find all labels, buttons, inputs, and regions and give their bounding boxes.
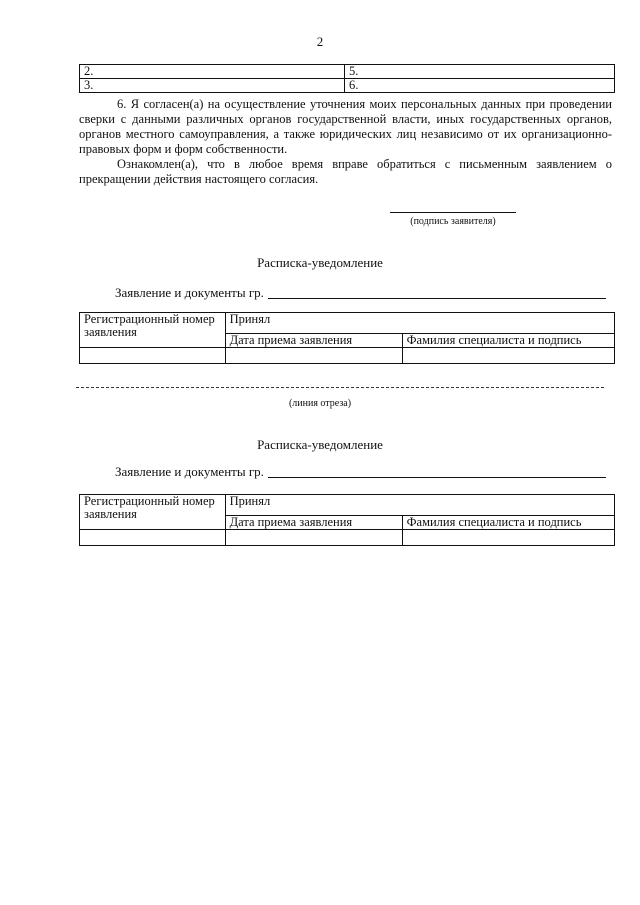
table-cell: 2. bbox=[80, 65, 345, 79]
table-cell bbox=[402, 348, 614, 364]
specialist-header: Фамилия специалиста и подпись bbox=[402, 516, 614, 530]
notice-paragraph: Ознакомлен(а), что в любое время вправе обратиться с письменным заявлением о прекращении действия настоящего согласия. bbox=[79, 157, 612, 186]
cut-line bbox=[76, 387, 604, 388]
date-header: Дата приема заявления bbox=[225, 516, 402, 530]
receipt-title: Расписка-уведомление bbox=[257, 437, 383, 452]
table-row bbox=[80, 495, 615, 516]
table-row bbox=[80, 79, 615, 93]
statement-label: Заявление и документы гр. bbox=[115, 464, 264, 479]
receipt-table bbox=[79, 494, 615, 546]
receipt-table bbox=[79, 312, 615, 364]
reg-number-header: Регистрационный номер заявления bbox=[80, 313, 226, 348]
accepted-header: Принял bbox=[225, 313, 614, 334]
table-row bbox=[80, 313, 615, 334]
table-row bbox=[80, 65, 615, 79]
statement-label: Заявление и документы гр. bbox=[115, 285, 264, 300]
signature-caption: (подпись заявителя) bbox=[410, 216, 496, 227]
table-row bbox=[80, 348, 615, 364]
table-cell bbox=[225, 348, 402, 364]
table-cell bbox=[80, 530, 226, 546]
table-cell bbox=[402, 530, 614, 546]
accepted-header: Принял bbox=[225, 495, 614, 516]
receipt-title: Расписка-уведомление bbox=[257, 255, 383, 270]
table-cell bbox=[80, 348, 226, 364]
signature-line bbox=[390, 212, 516, 213]
reg-number-header: Регистрационный номер заявления bbox=[80, 495, 226, 530]
cut-line-caption: (линия отреза) bbox=[288, 398, 352, 409]
table-cell: 3. bbox=[80, 79, 345, 93]
statement-fill-line bbox=[268, 463, 606, 478]
table-row bbox=[80, 530, 615, 546]
statement-fill-line bbox=[268, 284, 606, 299]
page-number: 2 bbox=[316, 34, 324, 49]
table-cell: 6. bbox=[345, 79, 615, 93]
consent-paragraph: 6. Я согласен(а) на осуществление уточнения моих персональных данных при проведении сверки с данными различных органов государственной власти, иных государственных органов, органов местного самоуправления, а также юридических лиц независимо от их организационно-правовых форм и форм собственности. bbox=[79, 97, 612, 156]
table-cell bbox=[225, 530, 402, 546]
date-header: Дата приема заявления bbox=[225, 334, 402, 348]
specialist-header: Фамилия специалиста и подпись bbox=[402, 334, 614, 348]
table-cell: 5. bbox=[345, 65, 615, 79]
list-table bbox=[79, 64, 615, 93]
